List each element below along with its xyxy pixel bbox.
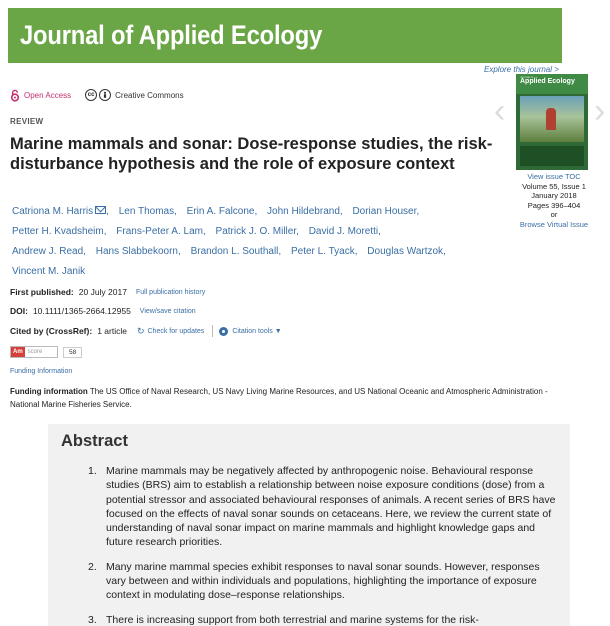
journal-banner[interactable] (8, 8, 562, 63)
issue-date: January 2018 (531, 191, 577, 201)
altmetric-score-label: score (27, 349, 43, 355)
cited-by-count[interactable]: 1 article (97, 326, 127, 336)
cited-by-label: Cited by (CrossRef): (10, 326, 93, 336)
abstract-heading: Abstract (61, 432, 128, 450)
author-link[interactable]: Douglas Wartzok, (367, 246, 446, 257)
open-access-label[interactable]: Open Access (24, 90, 72, 100)
cited-by-row (10, 325, 282, 337)
save-citation-link[interactable]: View/save citation (139, 307, 196, 315)
creative-commons-label[interactable]: Creative Commons (115, 90, 184, 100)
abstract-item-number: 1. (88, 465, 97, 477)
article-title: Marine mammals and sonar: Dose-response studies, the risk-disturbance hypothesis and the role of exposure context (10, 135, 493, 173)
cover-header (516, 74, 588, 94)
citation-tools-button[interactable]: Citation tools ▼ (232, 327, 282, 335)
author-list (12, 202, 502, 282)
funding-information (10, 385, 570, 411)
abstract-section (48, 424, 570, 626)
abstract-item (88, 464, 558, 550)
first-published-row (10, 287, 205, 297)
issue-volume: Volume 55, Issue 1 (522, 181, 586, 191)
abstract-item (88, 560, 558, 603)
access-row (10, 88, 184, 102)
previous-cover-chevron-icon[interactable]: ‹ (494, 92, 506, 130)
author-link[interactable]: Dorian Houser, (352, 206, 420, 217)
journal-cover-image[interactable] (516, 74, 588, 170)
next-cover-chevron-icon[interactable]: › (594, 92, 606, 130)
author-link[interactable]: Andrew J. Read, (12, 246, 86, 257)
explore-journal-link[interactable]: Explore this journal > (484, 65, 559, 74)
author-link[interactable]: Peter L. Tyack, (290, 246, 358, 257)
abstract-list (88, 464, 558, 626)
doi-row (10, 306, 196, 316)
author-link[interactable]: Patrick J. O. Miller, (215, 226, 299, 237)
abstract-item-text: Marine mammals may be negatively affected by anthropogenic noise. Behavioural response studies (BRS) aim to establish a relationship between noise exposure conditions (dose) from a potential stressor and associated behavioural responses of animals. A recent series of BRS have focused on the effects of naval sonar sounds on cetaceans. Here, we review the current state of understanding of naval sonar impact on marine mammals and highlight knowledge gaps and future research priorities. (106, 465, 556, 549)
gear-icon (219, 327, 228, 336)
altmetric-score[interactable]: 58 (63, 347, 82, 358)
author-link[interactable]: Petter H. Kvadsheim, (12, 226, 107, 237)
author-link[interactable]: Catriona M. Harris , (12, 206, 109, 217)
author-link[interactable]: Hans Slabbekoorn, (95, 246, 181, 257)
cover-figure (546, 108, 556, 130)
abstract-item-text: Many marine mammal species exhibit responses to naval sonar sounds. However, responses vary between and within individuals and populations, highlighting the importance of exposure context in modulating dose–response relationships. (106, 560, 540, 602)
author-link[interactable]: David J. Moretti, (308, 226, 381, 237)
issue-pages: Pages 396–404 (527, 200, 581, 210)
article-type: REVIEW (10, 117, 44, 126)
first-published-label: First published: (10, 287, 74, 297)
issue-info (510, 172, 598, 230)
author-link[interactable]: Vincent M. Janik (12, 266, 86, 277)
abstract-item-number: 2. (88, 560, 97, 573)
altmetric-logo: Am (13, 349, 23, 355)
abstract-item-text: There is increasing support from both terrestrial and marine systems for the risk- (106, 613, 479, 626)
open-access-icon (10, 89, 20, 102)
first-published-date: 20 July 2017 (78, 287, 127, 297)
funding-information-link[interactable]: Funding Information (10, 368, 73, 375)
divider (212, 325, 213, 337)
funding-label: Funding information (10, 387, 88, 396)
doi-value[interactable]: 10.1111/1365-2664.12955 (32, 306, 131, 316)
mail-icon[interactable] (95, 206, 106, 214)
issue-or: or (550, 210, 558, 220)
funding-text: The US Office of Naval Research, US Navy Living Marine Resources, and US National Oceanic and Atmospheric Administration - National Marine Fisheries Service. (10, 387, 548, 409)
view-issue-toc-link[interactable]: View issue TOC (527, 172, 581, 181)
author-link[interactable]: Brandon L. Southall, (190, 246, 282, 257)
publication-history-link[interactable]: Full publication history (135, 288, 206, 296)
altmetric-widget[interactable] (10, 346, 82, 358)
author-link[interactable]: Erin A. Falcone, (186, 206, 258, 217)
author-link[interactable]: Len Thomas, (118, 206, 177, 217)
journal-title[interactable]: Journal of Applied Ecology (20, 20, 323, 50)
abstract-item-number: 3. (88, 613, 97, 626)
doi-label: DOI: (10, 306, 28, 316)
author-link[interactable]: Frans-Peter A. Lam, (116, 226, 206, 237)
browse-virtual-issue-link[interactable]: Browse Virtual Issue (519, 219, 589, 229)
refresh-icon: ↻ (136, 325, 145, 336)
cover-footer (520, 146, 584, 166)
cover-subtitle: Journal of (520, 75, 534, 79)
creative-commons-icon: cc (85, 89, 97, 101)
cover-title: Applied Ecology (520, 78, 575, 85)
altmetric-badge[interactable] (10, 346, 58, 358)
attribution-icon (99, 89, 111, 101)
abstract-item (88, 613, 558, 626)
author-link[interactable]: John Hildebrand, (267, 206, 343, 217)
check-updates-link[interactable]: Check for updates (147, 327, 205, 335)
